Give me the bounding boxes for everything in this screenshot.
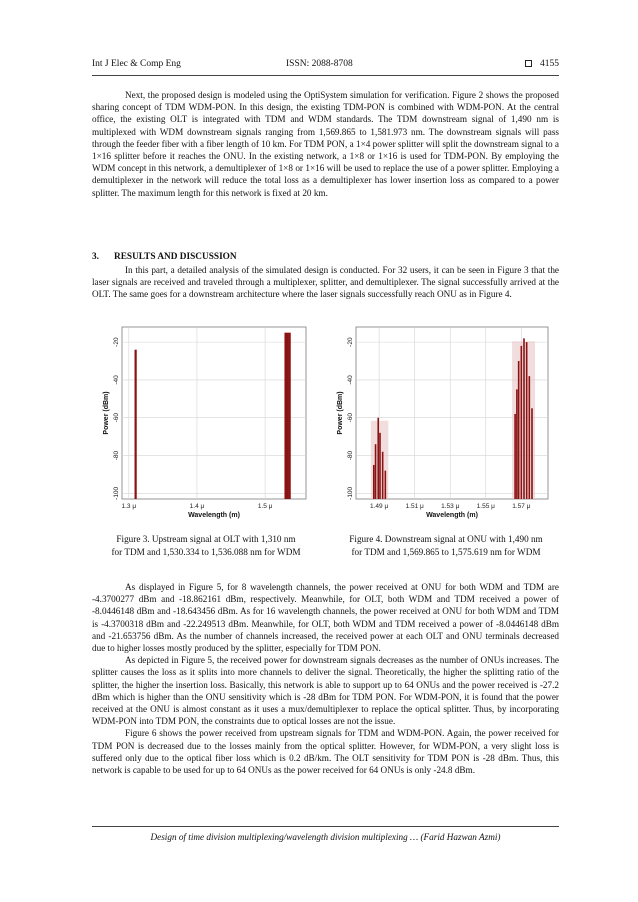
- spectrum-peak: [385, 471, 387, 499]
- x-tick-label: 1.55 μ: [476, 503, 495, 510]
- spectrum-peak: [531, 408, 533, 499]
- running-header: [92, 59, 559, 76]
- results-paragraph-block: [92, 581, 559, 776]
- paragraph: As displayed in Figure 5, for 8 wavelength channels, the power received at ONU for both WDM and TDM are -4.3700277 dBm and -18.862161 dBm, respectively. Meanwhile, for OLT, both WDM and TDM received a power of -8.0446148 dBm and -18.643456 dBm. As for 16 wavelength channels, the power received at ONU for both WDM and TDM is -4.3700318 dBm and -22.249513 dBm. Meanwhile, for OLT, both WDM and TDM received a power of -8.0446148 dBm and -21.653756 dBm. As the number of channels increased, the received power at each OLT and ONU terminals decreased due to higher losses mostly produced by the splitter, especially for TDM PON.: [92, 582, 559, 654]
- spectrum-peak: [526, 342, 528, 499]
- journal-name: Int J Elec & Comp Eng: [92, 59, 181, 69]
- x-tick-label: 1.53 μ: [441, 503, 460, 510]
- caption-line: for TDM and 1,530.334 to 1,536.088 nm for WDM: [111, 546, 301, 557]
- y-tick-label: -40: [347, 375, 354, 385]
- figure-3-chart: [96, 319, 311, 522]
- section-heading: [92, 252, 237, 262]
- x-tick-label: 1.3 μ: [121, 503, 137, 510]
- section-title: RESULTS AND DISCUSSION: [114, 252, 237, 262]
- y-tick-label: -80: [113, 450, 120, 461]
- y-tick-label: -100: [113, 486, 120, 500]
- x-tick-label: 1.51 μ: [405, 503, 424, 510]
- caption-line: Figure 4. Downstream signal at ONU with 1,490 nm: [349, 534, 543, 544]
- spectrum-peak: [514, 414, 516, 499]
- paragraph: As depicted in Figure 5, the received power for downstream signals decreases as the number of ONUs increases. The splitter causes the loss as it splits into more channels to deliver the signal. Theoretically, the higher the splitting ratio of the splitter, the higher the insertion loss. Basically, this network is able to support up to 64 ONUs and the power received is -27.2 dBm which is higher than the ONU sensitivity which is -28 dBm for TDM PON. For WDM-PON, it is found that the power received at the ONU is almost constant as it uses a mux/demultiplexer to replace the optical splitter. Thus, by incorporating WDM-PON into TDM PON, the constraints due to optical losses are not the issue.: [92, 655, 559, 727]
- x-tick-label: 1.5 μ: [257, 503, 273, 510]
- checkbox-icon: [525, 60, 532, 67]
- x-axis-label: Wavelength (m): [426, 512, 478, 519]
- y-tick-label: -60: [347, 413, 354, 423]
- x-tick-label: 1.57 μ: [512, 503, 531, 510]
- spectrum-peak: [373, 465, 375, 499]
- section-number: 3.: [92, 252, 99, 262]
- spectrum-peak: [135, 350, 137, 499]
- figure-4-chart: [330, 319, 553, 522]
- spectrum-peak: [523, 338, 525, 499]
- paragraph: Figure 6 shows the power received from upstream signals for TDM and WDM-PON. Again, the power received for TDM PON is decreased due to the losses mainly from the optical splitter. However, for WDM-PON, a very slight loss is suffered only due to the optical fiber loss which is 0.2 dB/km. The OLT sensitivity for TDM PON is -28 dBm. Thus, this network is capable to be used for up to 64 ONUs as the power received for 64 ONUs is only -24.8 dBm.: [92, 728, 559, 776]
- spectrum-peak: [375, 444, 377, 499]
- figure-3-caption: [82, 533, 330, 558]
- caption-line: Figure 3. Upstream signal at OLT with 1,310 nm: [116, 534, 296, 544]
- spectrum-peak: [379, 433, 381, 499]
- y-tick-label: -60: [113, 413, 120, 423]
- spectrum-peak: [284, 333, 286, 499]
- y-tick-label: -20: [113, 337, 120, 347]
- figure-3: [96, 319, 311, 522]
- spectrum-peak: [516, 389, 518, 499]
- spectrum-peak: [518, 361, 520, 499]
- y-tick-label: -20: [347, 337, 354, 347]
- intro-paragraph-block: [92, 89, 559, 199]
- spectrum-peak: [521, 346, 523, 499]
- figure-4: [330, 319, 553, 522]
- paragraph: Next, the proposed design is modeled using the OptiSystem simulation for verification. Figure 2 shows the proposed sharing concept of TDM WDM-PON. In this design, the existing TDM-PON is combined with WDM-PON. At the central office, the existing OLT is integrated with TDM and WDM standards. The TDM downstream signal of 1,490 nm is multiplexed with WDM downstream signals ranging from 1,569.865 to 1,581.973 nm. The downstream signals will pass through the feeder fiber with a fiber length of 10 km. For TDM PON, a 1×4 power splitter will split the downstream signal to a 1×16 splitter before it reaches the ONU. In the existing network, a 1×8 or 1×16 is used for TDM-PON. By employing the WDM concept in this network, a demultiplexer of 1×8 or 1×16 will be used to replace the use of a power splitter. Employing a demultiplexer in the network will reduce the total loss as a demultiplexer has lower insertion loss as compared to a power splitter. The maximum length for this network is fixed at 20 km.: [92, 90, 559, 198]
- spectrum-peak: [382, 452, 384, 499]
- spectrum-peak: [289, 333, 291, 499]
- spectrum-peak: [287, 333, 289, 499]
- y-axis-label: Power (dBm): [337, 391, 344, 435]
- section-paragraph-block: [92, 264, 559, 301]
- x-tick-label: 1.49 μ: [370, 503, 389, 510]
- issn: ISSN: 2088-8708: [286, 59, 353, 69]
- page-number: 4155: [540, 59, 559, 69]
- paragraph: In this part, a detailed analysis of the simulated design is conducted. For 32 users, it can be seen in Figure 3 that the laser signals are received and traveled through a multiplexer, splitter, and demultiplexer. The signal successfully arrived at the OLT. The same goes for a downstream architecture where the laser signals successfully reach ONU as in Figure 4.: [92, 265, 559, 300]
- x-axis-label: Wavelength (m): [188, 512, 240, 519]
- y-tick-label: -80: [347, 450, 354, 461]
- page-number-group: [525, 59, 559, 69]
- x-tick-label: 1.4 μ: [189, 503, 205, 510]
- running-footer: Design of time division multiplexing/wavelength division multiplexing … (Farid Hazwan Azmi): [92, 826, 559, 842]
- spectrum-peak: [529, 376, 531, 499]
- y-tick-label: -100: [347, 486, 354, 500]
- y-axis-label: Power (dBm): [103, 391, 110, 435]
- plot-area: [122, 327, 306, 499]
- figure-4-caption: [322, 533, 570, 558]
- caption-line: for TDM and 1,569.865 to 1,575.619 nm for WDM: [351, 546, 541, 557]
- y-tick-label: -40: [113, 375, 120, 385]
- spectrum-peak: [377, 418, 379, 499]
